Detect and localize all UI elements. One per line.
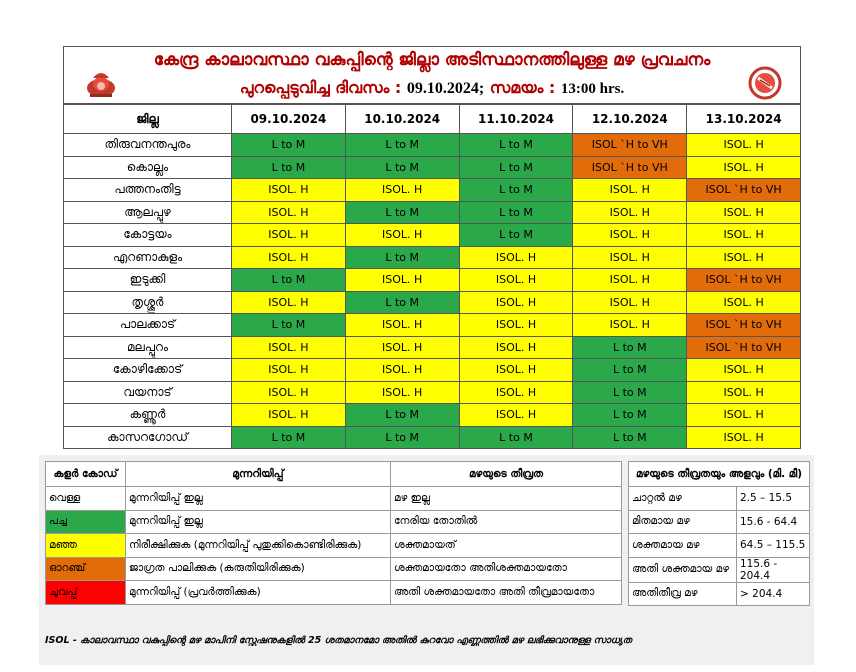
legend-warning: മുന്നറിയിപ്പ് ഇല്ല (126, 510, 391, 534)
forecast-cell: L to M (232, 156, 346, 179)
legend-row (46, 581, 622, 605)
forecast-row (64, 224, 801, 247)
rainfall-row (629, 534, 810, 558)
district-name: കോട്ടയം (64, 224, 232, 247)
forecast-row (64, 336, 801, 359)
forecast-cell: ISOL. H (232, 359, 346, 382)
rainfall-range: 64.5 – 115.5 (737, 534, 810, 558)
forecast-cell: ISOL. H (232, 381, 346, 404)
forecast-cell: L to M (345, 404, 459, 427)
forecast-cell: L to M (345, 156, 459, 179)
forecast-row (64, 426, 801, 449)
forecast-cell: ISOL. H (573, 224, 687, 247)
issued-label: പുറപ്പെടുവിച്ച ദിവസം : (239, 78, 402, 97)
forecast-cell: ISOL. H (345, 269, 459, 292)
district-name: എറണാകുളം (64, 246, 232, 269)
forecast-row (64, 201, 801, 224)
imd-logo-icon (748, 66, 782, 100)
district-name: വയനാട് (64, 381, 232, 404)
forecast-cell: L to M (459, 201, 573, 224)
forecast-cell: ISOL. H (687, 381, 801, 404)
forecast-row (64, 156, 801, 179)
forecast-cell: ISOL. H (232, 179, 346, 202)
forecast-cell: ISOL. H (232, 291, 346, 314)
district-name: ഇടുക്കി (64, 269, 232, 292)
legend-warning: നിരീക്ഷിക്കുക (മുന്നറിയിപ്പ് പുതുക്കികൊണ്ടിരിക്കുക) (126, 534, 391, 558)
forecast-row (64, 314, 801, 337)
legend-color-code: വെള്ള (46, 487, 126, 511)
forecast-cell: ISOL. H (345, 381, 459, 404)
forecast-cell: L to M (232, 134, 346, 157)
forecast-row (64, 179, 801, 202)
rainfall-row (629, 557, 810, 582)
forecast-cell: L to M (459, 179, 573, 202)
rainfall-row (629, 487, 810, 511)
district-name: തൃശ്ശൂർ (64, 291, 232, 314)
legend-header-code: കളർ കോഡ് (46, 462, 126, 487)
legend-row (46, 534, 622, 558)
legend-warning: മുന്നറിയിപ്പ് ഇല്ല (126, 487, 391, 511)
forecast-cell: ISOL. H (459, 359, 573, 382)
forecast-cell: ISOL `H to VH (573, 134, 687, 157)
forecast-row (64, 246, 801, 269)
time-value: 13:00 hrs. (560, 81, 625, 97)
forecast-cell: ISOL. H (687, 156, 801, 179)
forecast-cell: ISOL. H (687, 404, 801, 427)
forecast-row (64, 134, 801, 157)
forecast-cell: ISOL `H to VH (687, 269, 801, 292)
page-title: കേന്ദ്ര കാലാവസ്ഥാ വകുപ്പിന്റെ ജില്ലാ അടിസ്ഥാനത്തിലുള്ള മഴ പ്രവചനം (153, 50, 711, 70)
color-code-legend-table (45, 461, 622, 605)
forecast-cell: L to M (345, 134, 459, 157)
rainfall-label: അതിതീവ്ര മഴ (629, 582, 737, 606)
rainfall-row (629, 510, 810, 534)
forecast-cell: L to M (459, 224, 573, 247)
forecast-cell: L to M (345, 246, 459, 269)
legend-intensity: അതി ശക്തമായതോ അതി തീവ്രമായതോ (391, 581, 622, 605)
legend-color-code: മഞ്ഞ (46, 534, 126, 558)
rainfall-label: ചാറ്റൽ മഴ (629, 487, 737, 511)
rainfall-row (629, 582, 810, 606)
forecast-cell: ISOL. H (459, 291, 573, 314)
date-column-header: 10.10.2024 (345, 105, 459, 134)
forecast-row (64, 359, 801, 382)
legend-intensity: മഴ ഇല്ല (391, 487, 622, 511)
forecast-cell: L to M (345, 291, 459, 314)
forecast-row (64, 381, 801, 404)
kerala-emblem-icon (84, 66, 118, 100)
rainfall-range: 115.6 - 204.4 (737, 557, 810, 582)
forecast-cell: ISOL. H (232, 201, 346, 224)
forecast-cell: ISOL. H (687, 201, 801, 224)
rainfall-label: അതി ശക്തമായ മഴ (629, 557, 737, 582)
forecast-cell: L to M (459, 134, 573, 157)
forecast-cell: ISOL `H to VH (687, 314, 801, 337)
forecast-row (64, 269, 801, 292)
forecast-cell: ISOL. H (459, 336, 573, 359)
rainfall-intensity-table (628, 461, 810, 606)
issued-line (63, 78, 801, 98)
legend-intensity: ശക്തമായതോ അതിശക്തമായതോ (391, 557, 622, 581)
forecast-cell: ISOL. H (345, 179, 459, 202)
forecast-cell: ISOL `H to VH (687, 336, 801, 359)
forecast-cell: ISOL. H (459, 269, 573, 292)
forecast-cell: ISOL. H (459, 314, 573, 337)
rainfall-header-row (629, 462, 810, 487)
district-name: തിരുവനന്തപുരം (64, 134, 232, 157)
forecast-cell: L to M (459, 156, 573, 179)
legend-color-code: ചുവപ്പ് (46, 581, 126, 605)
rainfall-range: > 204.4 (737, 582, 810, 606)
forecast-table (63, 104, 801, 449)
rainfall-range: 2.5 – 15.5 (737, 487, 810, 511)
forecast-cell: L to M (573, 426, 687, 449)
forecast-cell: L to M (232, 426, 346, 449)
forecast-cell: ISOL. H (687, 224, 801, 247)
district-name: പാലക്കാട് (64, 314, 232, 337)
legend-row (46, 557, 622, 581)
forecast-cell: L to M (232, 269, 346, 292)
date-column-header: 12.10.2024 (573, 105, 687, 134)
forecast-cell: ISOL. H (687, 134, 801, 157)
district-name: കൊല്ലം (64, 156, 232, 179)
forecast-cell: ISOL. H (232, 336, 346, 359)
forecast-cell: ISOL. H (345, 314, 459, 337)
issued-date: 09.10.2024; (406, 80, 485, 97)
time-label: സമയം : (489, 78, 556, 97)
forecast-cell: ISOL. H (232, 404, 346, 427)
forecast-row (64, 404, 801, 427)
district-name: മലപ്പുറം (64, 336, 232, 359)
forecast-cell: L to M (573, 381, 687, 404)
date-column-header: 13.10.2024 (687, 105, 801, 134)
legend-header-intensity: മഴയുടെ തീവ്രത (391, 462, 622, 487)
forecast-cell: ISOL. H (573, 314, 687, 337)
forecast-cell: ISOL. H (573, 291, 687, 314)
forecast-cell: ISOL. H (573, 269, 687, 292)
forecast-cell: ISOL. H (345, 336, 459, 359)
forecast-cell: ISOL `H to VH (687, 179, 801, 202)
forecast-cell: ISOL. H (459, 404, 573, 427)
rainfall-label: മിതമായ മഴ (629, 510, 737, 534)
legend-row (46, 487, 622, 511)
forecast-cell: ISOL. H (232, 246, 346, 269)
forecast-cell: ISOL. H (345, 224, 459, 247)
forecast-cell: ISOL. H (345, 359, 459, 382)
forecast-cell: L to M (459, 426, 573, 449)
legend-warning: ജാഗ്രത പാലിക്കുക (കരുതിയിരിക്കുക) (126, 557, 391, 581)
forecast-cell: L to M (573, 336, 687, 359)
district-name: ആലപ്പുഴ (64, 201, 232, 224)
forecast-cell: ISOL. H (687, 291, 801, 314)
forecast-cell: ISOL. H (687, 246, 801, 269)
rainfall-header: മഴയുടെ തീവ്രതയും അളവും (മി. മീ) (629, 462, 810, 487)
forecast-cell: ISOL. H (459, 246, 573, 269)
date-column-header: 11.10.2024 (459, 105, 573, 134)
legend-intensity: ശക്തമായത് (391, 534, 622, 558)
district-name: കോഴിക്കോട് (64, 359, 232, 382)
forecast-cell: L to M (345, 426, 459, 449)
legend-header-row (46, 462, 622, 487)
district-name: പത്തനംതിട്ട (64, 179, 232, 202)
forecast-cell: L to M (345, 201, 459, 224)
legend-color-code: ഓറഞ്ച് (46, 557, 126, 581)
forecast-cell: L to M (573, 359, 687, 382)
forecast-cell: ISOL `H to VH (573, 156, 687, 179)
forecast-cell: ISOL. H (573, 179, 687, 202)
district-name: കണ്ണൂർ (64, 404, 232, 427)
forecast-row (64, 291, 801, 314)
forecast-header-row (64, 105, 801, 134)
forecast-cell: L to M (573, 404, 687, 427)
forecast-cell: ISOL. H (573, 246, 687, 269)
district-name: കാസറഗോഡ് (64, 426, 232, 449)
forecast-cell: L to M (232, 314, 346, 337)
forecast-cell: ISOL. H (687, 426, 801, 449)
legend-header-warning: മുന്നറിയിപ്പ് (126, 462, 391, 487)
rainfall-label: ശക്തമായ മഴ (629, 534, 737, 558)
legend-color-code: പച്ച (46, 510, 126, 534)
footnote: ISOL - കാലാവസ്ഥാ വകുപ്പിന്റെ മഴ മാപിനി സ്റ്റേഷനുകളിൽ 25 ശതമാനമോ അതിൽ കുറവോ എണ്ണത്തിൽ മഴ ലഭിക്കുവാനുള്ള സാധ്യത (45, 635, 632, 646)
forecast-cell: ISOL. H (459, 381, 573, 404)
legend-row (46, 510, 622, 534)
rainfall-range: 15.6 - 64.4 (737, 510, 810, 534)
date-column-header: 09.10.2024 (232, 105, 346, 134)
legend-warning: മുന്നറിയിപ്പ് (പ്രവർത്തിക്കുക) (126, 581, 391, 605)
forecast-cell: ISOL. H (687, 359, 801, 382)
forecast-cell: ISOL. H (573, 201, 687, 224)
district-column-header: ജില്ല (64, 105, 232, 134)
forecast-cell: ISOL. H (232, 224, 346, 247)
legend-intensity: നേരിയ തോതിൽ (391, 510, 622, 534)
